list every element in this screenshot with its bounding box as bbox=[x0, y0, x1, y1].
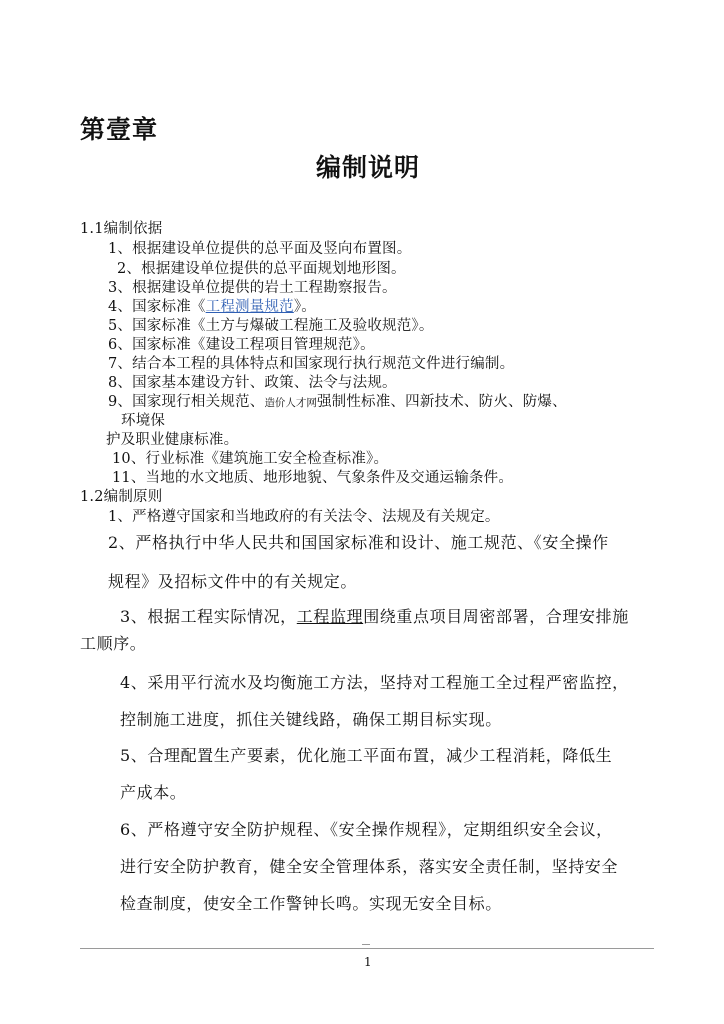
chapter-heading: 第壹章 bbox=[80, 115, 159, 144]
principle-2-cont: 规程》及招标文件中的有关规定。 bbox=[108, 572, 358, 591]
basis-item-8: 8、国家基本建设方针、政策、法令与法规。 bbox=[108, 375, 397, 391]
basis-item-2: 2、根据建设单位提供的总平面规划地形图。 bbox=[117, 261, 406, 277]
principle-6-cont2: 检查制度，使安全工作警钟长鸣。实现无安全目标。 bbox=[120, 894, 502, 913]
principle-3-pre: 3、根据工程实际情况， bbox=[120, 607, 297, 626]
sec2-heading: 1.2编制原则 bbox=[80, 489, 163, 505]
basis-item-11: 11、当地的水文地质、地形地貌、气象条件及交通运输条件。 bbox=[112, 470, 514, 486]
principle-6-cont: 进行安全防护教育，健全安全管理体系，落实安全责任制，坚持安全 bbox=[120, 857, 619, 876]
principle-6: 6、严格遵守安全防护规程、《安全操作规程》，定期组织安全会议， bbox=[120, 820, 613, 839]
basis-item-9-cont2: 护及职业健康标准。 bbox=[106, 432, 239, 448]
basis-item-4-pre: 4、国家标准《 bbox=[108, 299, 206, 315]
principle-2: 2、严格执行中华人民共和国国家标准和设计、施工规范、《安全操作 bbox=[108, 533, 609, 552]
basis-item-4-post: 》。 bbox=[293, 299, 316, 315]
basis-item-7: 7、结合本工程的具体特点和国家现行执行规范文件进行编制。 bbox=[108, 356, 515, 372]
principle-1: 1、严格遵守国家和当地政府的有关法令、法规及有关规定。 bbox=[108, 509, 500, 525]
footer-tick bbox=[362, 944, 370, 945]
footer-divider bbox=[80, 948, 654, 949]
section-title: 编制说明 bbox=[316, 153, 421, 182]
principle-5: 5、合理配置生产要素，优化施工平面布置，减少工程消耗，降低生 bbox=[120, 746, 613, 765]
sec1-heading: 1.1编制依据 bbox=[80, 221, 163, 237]
basis-item-10: 10、行业标准《建筑施工安全检查标准》。 bbox=[112, 451, 389, 467]
basis-item-4 bbox=[108, 298, 316, 316]
principle-3 bbox=[120, 607, 629, 627]
watermark-ad-text: 造价人才网 bbox=[264, 397, 317, 409]
survey-standard-link[interactable]: 工程测量规范 bbox=[205, 299, 294, 315]
basis-item-9-post: 强制性标准、四新技术、防火、防爆、 bbox=[316, 394, 567, 410]
basis-item-6: 6、国家标准《建设工程项目管理规范》。 bbox=[108, 337, 375, 353]
principle-4: 4、采用平行流水及均衡施工方法，坚持对工程施工全过程严密监控， bbox=[120, 673, 629, 692]
basis-item-9 bbox=[108, 393, 567, 412]
engineering-supervision-link[interactable]: 工程监理 bbox=[296, 607, 364, 626]
page-number: 1 bbox=[364, 955, 372, 969]
basis-item-5: 5、国家标准《土方与爆破工程施工及验收规范》。 bbox=[108, 318, 434, 334]
basis-item-1: 1、根据建设单位提供的总平面及竖向布置图。 bbox=[108, 241, 412, 257]
principle-5-cont: 产成本。 bbox=[120, 783, 187, 802]
principle-3-cont: 工顺序。 bbox=[80, 634, 147, 653]
principle-4-cont: 控制施工进度，抓住关键线路，确保工期目标实现。 bbox=[120, 710, 502, 729]
basis-item-3: 3、根据建设单位提供的岩土工程勘察报告。 bbox=[108, 280, 397, 296]
basis-item-9-pre: 9、国家现行相关规范、 bbox=[108, 394, 265, 410]
principle-3-post: 围绕重点项目周密部署，合理安排施 bbox=[363, 607, 629, 626]
basis-item-9-cont: 环境保 bbox=[121, 413, 166, 429]
